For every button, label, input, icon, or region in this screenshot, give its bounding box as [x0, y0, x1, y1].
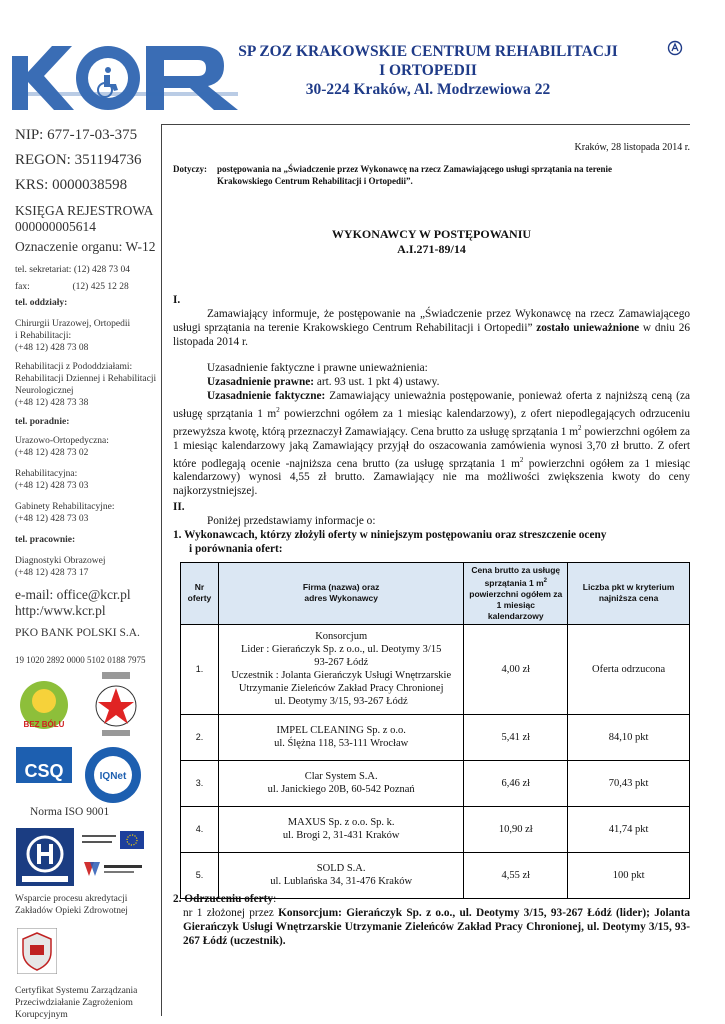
section-i-heading: I.	[173, 294, 181, 306]
legal-label: Uzasadnienie prawne:	[207, 376, 315, 388]
company-line: ul. Ślężna 118, 53-111 Wrocław	[274, 738, 409, 750]
offer-price: 5,41 zł	[464, 714, 568, 760]
table-row	[181, 806, 690, 852]
por1-line1: Urazowo-Ortopedyczna:	[15, 436, 109, 446]
akred-line2: Zakładów Opieki Zdrowotnej	[15, 906, 128, 916]
factual-a: Zamawiający unieważnia postępowanie, ponieważ oferta z najniższą ceną (za usługę sprzątania 1 m	[173, 390, 690, 420]
offer-points: 70,43 pkt	[568, 760, 690, 806]
section-ii-intro: Poniżej przedstawiamy informacje o:	[207, 515, 376, 527]
legal-text: art. 93 ust. 1 pkt 4) ustawy.	[314, 376, 440, 388]
email-link[interactable]: e-mail: office@kcr.pl	[15, 587, 131, 602]
title-line2: A.I.271-89/14	[397, 242, 466, 256]
prac1-line2: (+48 12) 428 73 17	[15, 568, 89, 578]
sup-a: 2	[276, 406, 280, 414]
rejection-colon: :	[273, 893, 277, 905]
offer-number: 4.	[181, 806, 219, 852]
anticorruption-badge	[17, 928, 57, 974]
offer-price: 4,00 zł	[464, 624, 568, 714]
offer-points: 100 pkt	[568, 852, 690, 898]
gabinety	[15, 501, 114, 525]
offer-points: 84,10 pkt	[568, 714, 690, 760]
organization-header	[228, 42, 628, 99]
company-line: ul. Deotymy 3/15, 93-267 Łódź	[274, 696, 408, 708]
por2-line2: (+48 12) 428 73 03	[15, 481, 89, 491]
por3-line2: (+48 12) 428 73 03	[15, 514, 89, 524]
certyfikat-note	[15, 985, 137, 1021]
rejection-bold: Konsorcjum: Gierańczyk Sp. z o.o., ul. Deotymy 3/15, 93-267 Łódź (lider); Jolanta Gierańczyk Usługi Wnętrzarskie Utrzymanie Zieleńców Zakład Pracy Chronionej, ul. Deotymy 3/15, 93-267 Łódź (uczestnik).	[183, 907, 690, 947]
offer-points: Oferta odrzucona	[568, 624, 690, 714]
regon: REGON: 351194736	[15, 152, 142, 168]
iqnet-badge	[84, 746, 142, 804]
table-row	[181, 760, 690, 806]
tel-pracownie-label: tel. pracownie:	[15, 535, 76, 545]
oddzial-chirurgii	[15, 318, 130, 354]
col-pkt	[568, 563, 690, 625]
ksiega-line2: 000000005614	[15, 219, 96, 234]
iqnet-text: IQNet	[99, 771, 127, 782]
p1-text: Zamawiający informuje, że postępowanie na „Świadczenie przez Wykonawcę na rzecz Zamawiającego usługi sprzątania na terenie Krakowskiego Centrum Rehabilitacji i Ortopedii”	[173, 308, 690, 334]
item1-line1: 1. Wykonawcach, którzy złożyli oferty w niniejszym postępowaniu oraz streszczenie oceny	[173, 529, 607, 541]
col-firma-l1: Firma (nazwa) oraz	[302, 582, 380, 593]
oddz1-line1: Chirurgii Urazowej, Ortopedii	[15, 319, 131, 329]
section-ii-heading: II.	[173, 501, 185, 513]
sup-b: 2	[578, 423, 582, 432]
fax: fax: (12) 425 12 28	[15, 282, 129, 292]
krs: KRS: 0000038598	[15, 177, 128, 193]
org-address: 30-224 Kraków, Al. Modrzewiowa 22	[305, 81, 551, 98]
offer-price: 4,55 zł	[464, 852, 568, 898]
offer-price: 6,46 zł	[464, 760, 568, 806]
sup-c: 2	[519, 455, 524, 464]
akredytacja-note	[15, 893, 128, 917]
company-line: IMPEL CLEANING Sp. z o.o.	[276, 725, 406, 737]
offer-number: 2.	[181, 714, 219, 760]
col-pkt-l2: najniższa cena	[598, 593, 659, 604]
bank-name: PKO BANK POLSKI S.A.	[15, 627, 140, 639]
company-line: SOLD S.A.	[316, 863, 366, 875]
header-divider	[162, 124, 690, 125]
col-nr: Nr oferty	[181, 563, 219, 625]
factual-c: powierzchni ogółem za 1 miesiąc kalendarzowy jaką Zamawiający przyjął do oszacowania zamówienia wynosi 3,70 zł brutto. Z ofert które podlegają ocenie -najniższa cena brutto (za usługę sprzątania 1 m	[173, 425, 690, 470]
tel-sekretariat: tel. sekretariat: (12) 428 73 04	[15, 265, 131, 275]
akred-line1: Wsparcie procesu akredytacji	[15, 894, 128, 904]
factual-label: Uzasadnienie faktyczne:	[207, 390, 326, 402]
letter-date: Kraków, 28 listopada 2014 r.	[574, 142, 690, 153]
rejection-plain: nr 1 złożonej przez	[183, 907, 279, 919]
offers-table	[180, 562, 690, 899]
offer-price: 10,90 zł	[464, 806, 568, 852]
item1-line2: i porównania ofert:	[189, 543, 283, 555]
organ: Oznaczenie organu: W-12	[15, 239, 156, 254]
csq-text: CSQ	[24, 761, 64, 781]
oddz2-line4: (+48 12) 428 73 38	[15, 398, 89, 408]
subject-line	[173, 163, 690, 187]
justification-heading: Uzasadnienie faktyczne i prawne unieważnienia:	[207, 362, 428, 374]
org-name-line1: SP ZOZ KRAKOWSKIE CENTRUM REHABILITACJI	[238, 43, 618, 60]
por2-line1: Rehabilitacyjna:	[15, 469, 78, 479]
cert-line1: Certyfikat Systemu Zarządzania	[15, 986, 138, 996]
company-line: Clar System S.A.	[304, 771, 378, 783]
offer-points: 41,74 pkt	[568, 806, 690, 852]
bez-bolu-badge	[16, 675, 72, 743]
col-firma-l2: adres Wykonawcy	[304, 593, 378, 604]
eu-flag-badge	[80, 830, 146, 850]
oddz2-line1: Rehabilitacji z Pododdziałami:	[15, 362, 133, 372]
oddz1-line3: (+48 12) 428 73 08	[15, 343, 89, 353]
www-link[interactable]: http:/www.kcr.pl	[15, 603, 106, 618]
item-1-heading	[173, 528, 690, 556]
company-line: ul. Lublańska 34, 31-476 Kraków	[270, 876, 413, 888]
nip: NIP: 677-17-03-375	[15, 127, 138, 143]
table-row	[181, 624, 690, 714]
kcr-logo	[12, 34, 238, 116]
offer-company	[218, 714, 463, 760]
col-cena-sup: 2	[543, 578, 547, 584]
pracownia-diagnostyki	[15, 555, 106, 579]
p1-bold: zostało unieważnione	[536, 322, 640, 334]
company-line: ul. Janickiego 20B, 60-542 Poznań	[267, 784, 415, 796]
kapital-ludzki-badge	[80, 858, 146, 880]
poradnia-rehab	[15, 468, 88, 492]
factual-b: powierzchni ogółem za 1 miesiąc kalendarzowy), z ofert niepodlegających odrzuceniu przewyższa kwotę, którą przeznaczył Zamawiający. Cena brutto za usługę sprzątania 1 m	[173, 407, 690, 438]
prac1-line1: Diagnostyki Obrazowej	[15, 556, 106, 566]
tel-oddzialy-label: tel. oddziały:	[15, 298, 68, 308]
company-line: 93-267 Łódź	[314, 657, 369, 669]
offer-number: 5.	[181, 852, 219, 898]
section-i-paragraph	[173, 307, 690, 349]
por1-line2: (+48 12) 428 73 02	[15, 448, 89, 458]
factual-d: powierzchni ogółem za 1 miesiąc kalendarzowy) wynosi 4,55 zł brutto. Zamawiający nie ma możliwości zwiększenia kwoty do ceny najkorzystniejszej.	[173, 457, 690, 498]
company-line: Uczestnik : Jolanta Gierańczyk Usługi Wnętrzarskie	[231, 670, 452, 682]
col-cena-l3: powierzchni ogółem za	[469, 588, 563, 599]
iso-norm: Norma ISO 9001	[30, 806, 110, 818]
title-line1: WYKONAWCY W POSTĘPOWANIU	[331, 227, 532, 241]
sidebar-divider	[161, 124, 162, 1016]
rejection-section	[173, 892, 690, 948]
col-cena	[464, 563, 568, 625]
company-line: Utrzymanie Zieleńców Zakład Pracy Chronionej	[238, 683, 444, 695]
offer-company	[218, 760, 463, 806]
document-title	[173, 227, 690, 257]
company-line: Konsorcjum	[315, 631, 368, 643]
col-firma	[218, 563, 463, 625]
subject-text-1: postępowania na „Świadczenie przez Wykonawcę na rzecz Zamawiającego usługi sprzątania na terenie	[217, 164, 613, 174]
col-cena-l2: sprzątania 1 m	[484, 577, 544, 588]
bank-account: 19 1020 2892 0000 5102 0188 7975	[15, 655, 146, 665]
oddz2-line2: Rehabilitacji Dziennej i Rehabilitacji	[15, 374, 157, 384]
rejection-label: 2. Odrzuceniu oferty	[173, 893, 274, 905]
accreditation-badge	[16, 828, 74, 886]
company-line: ul. Brogi 2, 31-431 Kraków	[282, 830, 400, 842]
p1-end: w dniu 26 listopada 2014 r.	[173, 322, 690, 348]
offer-number: 1.	[181, 624, 219, 714]
factual-justification	[173, 389, 690, 498]
tel-poradnie-label: tel. poradnie:	[15, 417, 70, 427]
col-cena-l1: Cena brutto za usługę	[471, 565, 561, 575]
ptbb-badge	[88, 672, 144, 740]
subject-text-2: Krakowskiego Centrum Rehabilitacji i Ortopedii”.	[217, 176, 413, 186]
offer-company	[218, 624, 463, 714]
csq-badge	[16, 747, 72, 803]
subject-label: Dotyczy:	[173, 164, 207, 174]
col-cena-l5: kalendarzowy	[487, 610, 544, 621]
offer-company	[218, 806, 463, 852]
oddz2-line3: Neurologicznej	[15, 386, 74, 396]
col-pkt-l1: Liczba pkt w kryterium	[582, 582, 675, 593]
table-row	[181, 714, 690, 760]
poradnia-urazowo	[15, 435, 109, 459]
offer-number: 3.	[181, 760, 219, 806]
cert-line2: Przeciwdziałanie Zagrożeniom	[15, 998, 133, 1008]
oddz1-line2: i Rehabilitacji:	[15, 331, 72, 341]
company-line: MAXUS Sp. z o.o. Sp. k.	[287, 817, 395, 829]
col-cena-l4: 1 miesiąc	[496, 599, 535, 610]
cert-line3: Korupcyjnym	[15, 1010, 68, 1020]
company-line: Lider : Gierańczyk Sp. z o.o., ul. Deotymy 3/15	[240, 644, 442, 656]
bez-bolu-text: BEZ BÓLU	[23, 720, 65, 729]
rehab-symbol-icon	[667, 40, 683, 56]
oddzial-rehabilitacji	[15, 361, 156, 409]
legal-justification	[207, 375, 439, 389]
org-name-line2: I ORTOPEDII	[379, 62, 477, 79]
por3-line1: Gabinety Rehabilitacyjne:	[15, 502, 115, 512]
ksiega-line1: KSIĘGA REJESTROWA	[15, 203, 154, 218]
